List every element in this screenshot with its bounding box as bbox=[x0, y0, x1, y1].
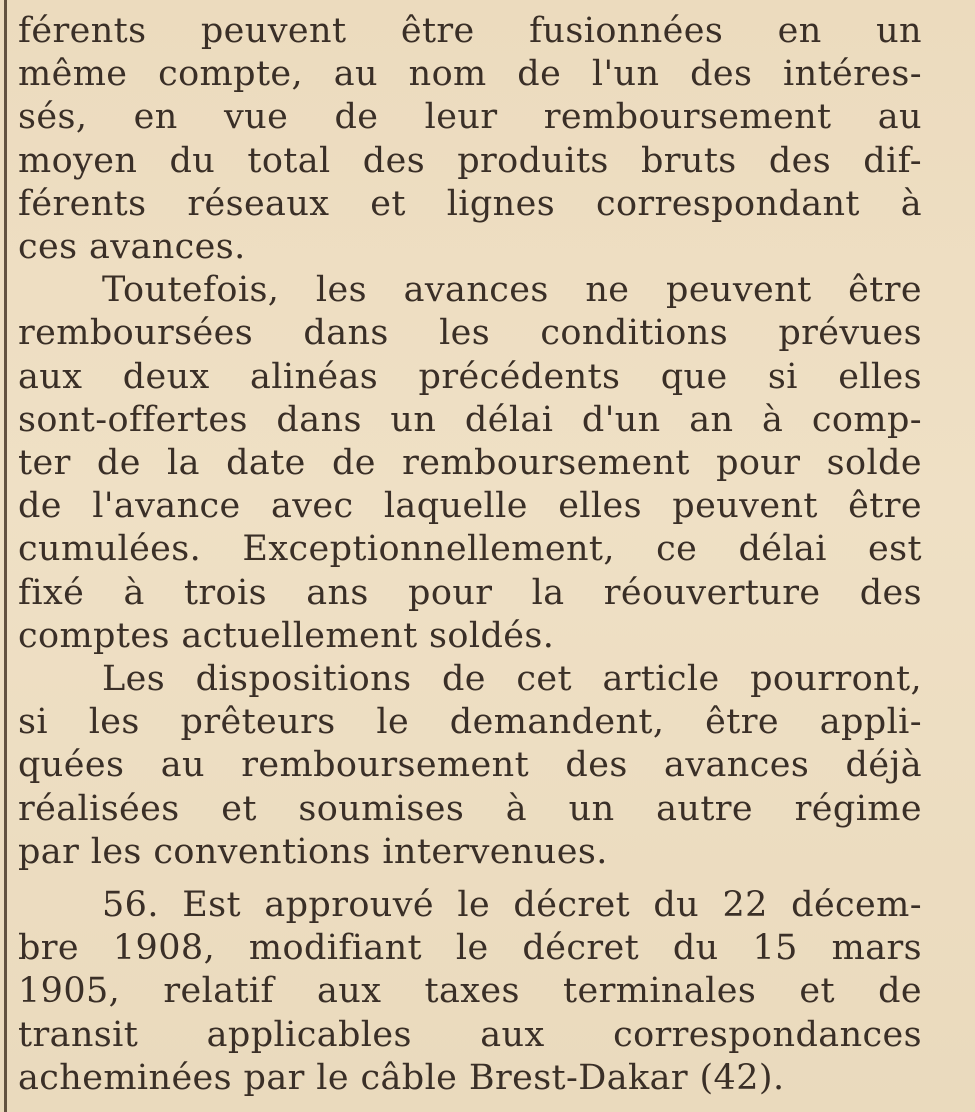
text-line: si les prêteurs le demandent, être appli- bbox=[18, 702, 922, 743]
text-line: ces avances. bbox=[18, 227, 246, 268]
text-line: ter de la date de remboursement pour solde bbox=[18, 443, 922, 484]
text-line: transit applicables aux correspondances bbox=[18, 1014, 922, 1055]
text-line: bre 1908, modifiant le décret du 15 mars bbox=[18, 928, 922, 969]
text-line: 1905, relatif aux taxes terminales et de bbox=[18, 971, 922, 1012]
text-line: 56. Est approuvé le décret du 22 décem- bbox=[102, 885, 922, 926]
text-line: remboursées dans les conditions prévues bbox=[18, 313, 922, 354]
text-line: moyen du total des produits bruts des dif- bbox=[18, 140, 922, 181]
text-line: aux deux alinéas précédents que si elles bbox=[18, 356, 922, 397]
text-column bbox=[18, 10, 922, 1100]
text-line: férents peuvent être fusionnées en un bbox=[18, 11, 922, 51]
text-line: sés, en vue de leur remboursement au bbox=[18, 97, 922, 138]
text-line: par les conventions intervenues. bbox=[18, 831, 608, 872]
text-line: acheminées par le câble Brest-Dakar (42). bbox=[18, 1057, 785, 1098]
text-line: Les dispositions de cet article pourront, bbox=[102, 659, 922, 700]
paragraph-4 bbox=[18, 884, 922, 1100]
paragraph-3 bbox=[18, 658, 922, 874]
text-line: cumulées. Exceptionnellement, ce délai est bbox=[18, 529, 922, 570]
text-line: Toutefois, les avances ne peuvent être bbox=[102, 270, 922, 311]
text-line: férents réseaux et lignes correspondant à bbox=[18, 183, 922, 224]
text-line: réalisées et soumises à un autre régime bbox=[18, 788, 922, 829]
paragraph-1 bbox=[18, 10, 922, 269]
text-line: de l'avance avec laquelle elles peuvent être bbox=[18, 486, 922, 527]
text-line: fixé à trois ans pour la réouverture des bbox=[18, 572, 922, 613]
text-line: sont-offertes dans un délai d'un an à comp- bbox=[18, 399, 922, 440]
paragraph-2 bbox=[18, 269, 922, 658]
text-line: quées au remboursement des avances déjà bbox=[18, 745, 922, 786]
text-line: même compte, au nom de l'un des intéres- bbox=[18, 54, 922, 95]
text-line: comptes actuellement soldés. bbox=[18, 615, 555, 656]
column-rule bbox=[4, 0, 7, 1112]
